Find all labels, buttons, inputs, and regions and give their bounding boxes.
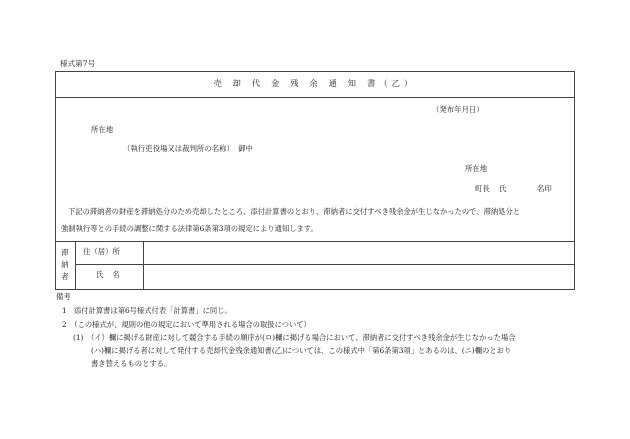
delinquent-label-char: 者 [61,272,69,281]
note-item-2-1-line-1: (1) （イ）欄に掲げる財産に対して競合する手続の順序が(ロ)欄に掲げる場合において、滞納者に交付すべき残余金が生じなかった場合 [73,333,516,342]
title-divider [55,97,575,98]
delinquent-label-char: 滞 [61,248,69,257]
delinquent-taxpayer-label [55,247,75,283]
notice-body [61,204,573,237]
notice-body-line-2: 強制執行等との手続の調整に関する法律第6条第3項の規定により通知します。 [61,223,318,233]
note-item-2-1-line-2: (ハ)欄に掲げる者に対して発付する売却代金残余通知書(乙)については、この様式中「第6条第3項」とあるのは、(ニ)欄のとおり [91,346,512,355]
table-column-divider [75,241,76,290]
addressee-name: （執行吏役場又は裁判所の名称） [123,144,234,153]
note-item-2: 2 （この様式が、規則の他の規定において準用される場合の取扱について） [62,320,311,329]
form-frame [55,71,575,290]
name-label: 氏名 [96,270,129,279]
notes-heading: 備考 [56,292,71,301]
sender-location-label: 所在地 [465,164,488,173]
table-top-border [55,241,575,242]
delinquent-label-char: 納 [61,260,69,269]
table-column-divider [143,241,144,290]
issue-date: （発布年月日） [432,105,484,114]
sender-name-label: 氏 [499,184,507,193]
note-item-2-1-line-3: 書き替えるものとする。 [91,359,172,368]
document-title: 売 却 代 金 残 余 通 知 書（乙） [213,78,417,88]
address-label: 住（居）所 [83,247,120,256]
notice-body-line-1: 下記の滞納者の財産を滞納処分のため売却したところ、添付計算書のとおり、滞納者に交付すべき残余金が生じなかったので、滞納処分と [68,207,521,216]
addressee-suffix: 御中 [238,144,253,153]
table-row-divider [75,264,575,265]
sender-title: 町長 [475,184,490,193]
seal-mark: 名印 [537,184,552,193]
addressee-location-label: 所在地 [91,125,114,134]
note-item-1: 1 添付計算書は第6号様式付表「計算書」に同じ。 [62,306,232,315]
form-number: 様式第7号 [60,59,96,68]
